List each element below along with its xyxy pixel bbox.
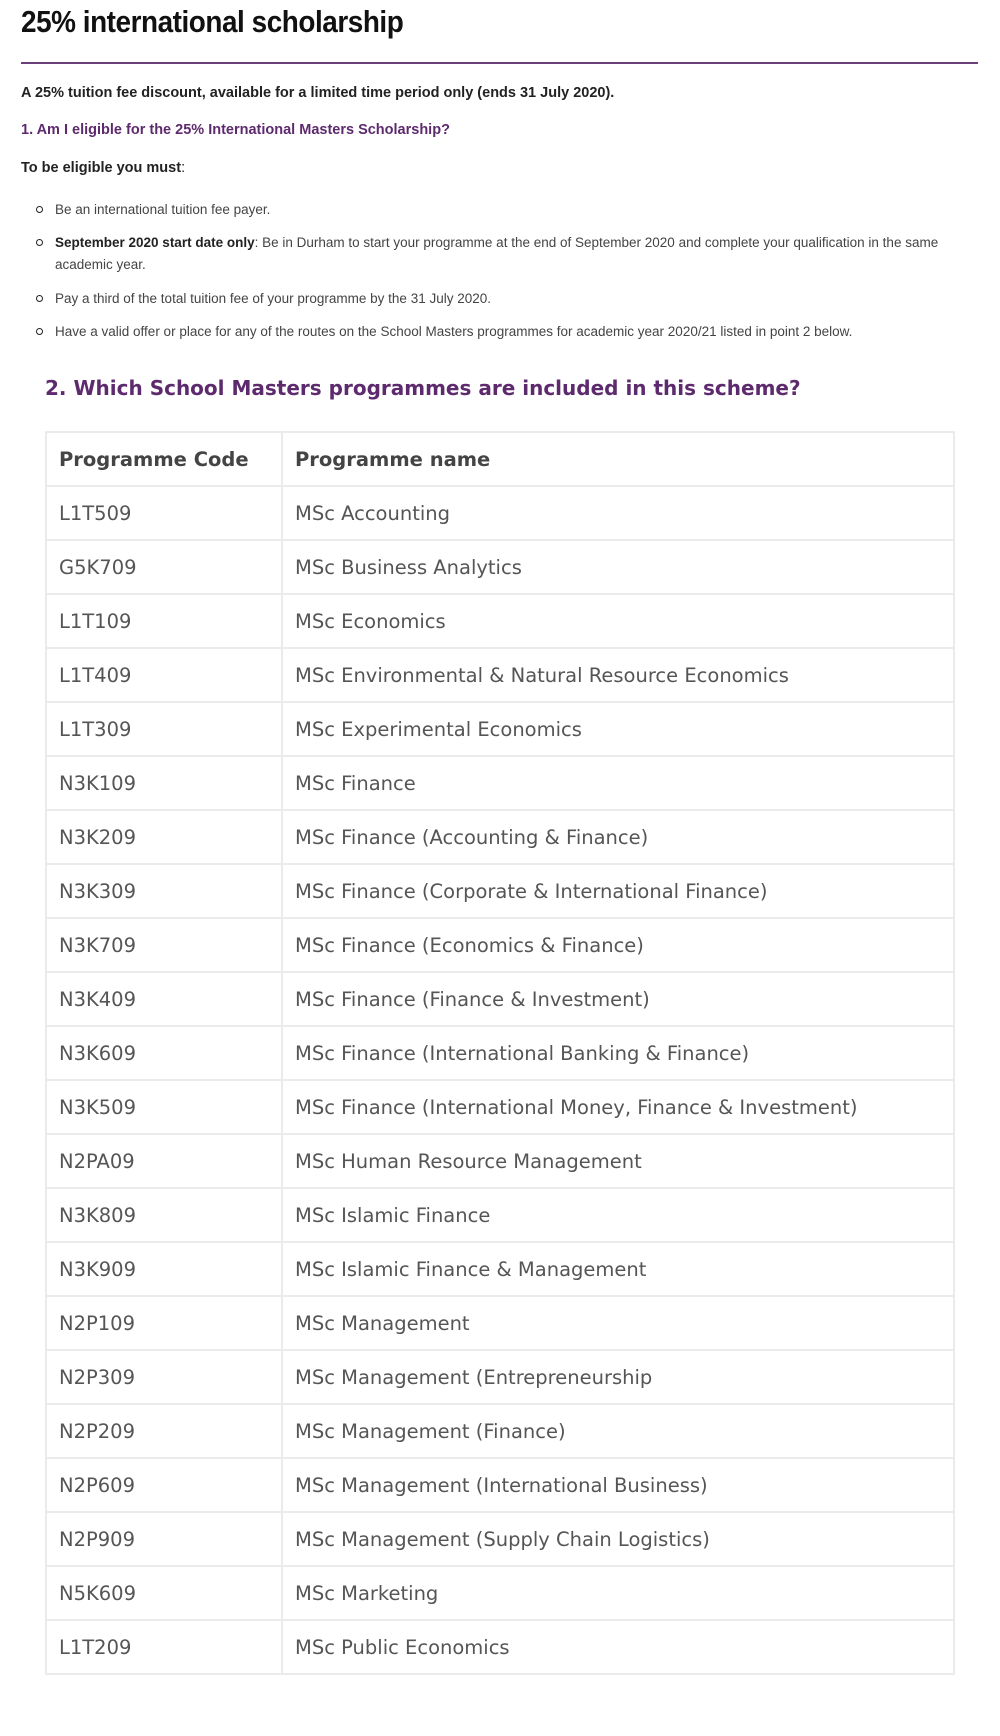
table-row xyxy=(46,540,954,594)
programme-code-cell: N2P609 xyxy=(46,1458,282,1512)
programme-name-cell: MSc Management (Supply Chain Logistics) xyxy=(282,1512,954,1566)
programme-code-cell: N2P109 xyxy=(46,1296,282,1350)
column-header-code: Programme Code xyxy=(46,432,282,486)
eligibility-item-text: Have a valid offer or place for any of the routes on the School Masters programmes for academic year 2020/21 listed in point 2 below. xyxy=(55,324,853,339)
bullet-circle-icon xyxy=(36,295,43,302)
bullet-circle-icon xyxy=(36,328,43,335)
table-row xyxy=(46,918,954,972)
table-row xyxy=(46,1620,954,1674)
programme-code-cell: N3K609 xyxy=(46,1026,282,1080)
title-divider xyxy=(21,62,978,64)
table-row xyxy=(46,1080,954,1134)
programme-name-cell: MSc Islamic Finance & Management xyxy=(282,1242,954,1296)
table-row xyxy=(46,1296,954,1350)
programme-code-cell: N3K109 xyxy=(46,756,282,810)
programme-code-cell: L1T409 xyxy=(46,648,282,702)
programme-code-cell: L1T209 xyxy=(46,1620,282,1674)
table-row xyxy=(46,1350,954,1404)
programme-code-cell: N3K809 xyxy=(46,1188,282,1242)
programme-name-cell: MSc Finance (International Money, Finance & Investment) xyxy=(282,1080,954,1134)
programme-name-cell: MSc Marketing xyxy=(282,1566,954,1620)
eligibility-intro xyxy=(21,160,185,176)
eligibility-colon: : xyxy=(181,160,186,176)
table-row xyxy=(46,594,954,648)
table-row xyxy=(46,1512,954,1566)
eligibility-item-text: Be an international tuition fee payer. xyxy=(55,202,271,217)
programme-name-cell: MSc Finance (Accounting & Finance) xyxy=(282,810,954,864)
programme-name-cell: MSc Economics xyxy=(282,594,954,648)
programme-name-cell: MSc Finance (Economics & Finance) xyxy=(282,918,954,972)
programme-code-cell: N3K509 xyxy=(46,1080,282,1134)
programme-code-cell: N3K909 xyxy=(46,1242,282,1296)
table-row xyxy=(46,648,954,702)
programme-code-cell: N3K409 xyxy=(46,972,282,1026)
table-row xyxy=(46,864,954,918)
eligibility-item-text: : Be in Durham to start your programme at the end of September 2020 and complete your qualification in the same academic year. xyxy=(55,235,939,272)
programme-code-cell: L1T109 xyxy=(46,594,282,648)
table-row xyxy=(46,1566,954,1620)
table-row xyxy=(46,1188,954,1242)
intro-text: A 25% tuition fee discount, available for a limited time period only (ends 31 July 2020). xyxy=(21,85,615,101)
programme-name-cell: MSc Finance (International Banking & Finance) xyxy=(282,1026,954,1080)
column-header-name: Programme name xyxy=(282,432,954,486)
programme-name-cell: MSc Islamic Finance xyxy=(282,1188,954,1242)
eligibility-label: To be eligible you must xyxy=(21,160,182,176)
eligibility-question-heading: 1. Am I eligible for the 25% International Masters Scholarship? xyxy=(21,122,450,138)
table-row xyxy=(46,1242,954,1296)
programme-name-cell: MSc Finance xyxy=(282,756,954,810)
programme-name-cell: MSc Management (International Business) xyxy=(282,1458,954,1512)
programme-name-cell: MSc Business Analytics xyxy=(282,540,954,594)
programme-name-cell: MSc Management xyxy=(282,1296,954,1350)
programmes-question-heading: 2. Which School Masters programmes are included in this scheme? xyxy=(45,376,801,400)
programme-name-cell: MSc Management (Entrepreneurship xyxy=(282,1350,954,1404)
eligibility-item xyxy=(55,288,975,310)
programme-name-cell: MSc Experimental Economics xyxy=(282,702,954,756)
programme-name-cell: MSc Management (Finance) xyxy=(282,1404,954,1458)
table-row xyxy=(46,1026,954,1080)
table-row xyxy=(46,486,954,540)
programme-code-cell: N2P309 xyxy=(46,1350,282,1404)
programme-name-cell: MSc Human Resource Management xyxy=(282,1134,954,1188)
programme-code-cell: N3K309 xyxy=(46,864,282,918)
programme-code-cell: N2P909 xyxy=(46,1512,282,1566)
page-title: 25% international scholarship xyxy=(21,4,404,39)
programme-code-cell: L1T509 xyxy=(46,486,282,540)
programme-code-cell: N2P209 xyxy=(46,1404,282,1458)
table-header-row xyxy=(46,432,954,486)
table-row xyxy=(46,810,954,864)
programmes-table xyxy=(45,431,955,1675)
programme-code-cell: N2PA09 xyxy=(46,1134,282,1188)
table-row xyxy=(46,1458,954,1512)
programme-code-cell: L1T309 xyxy=(46,702,282,756)
programme-code-cell: N3K709 xyxy=(46,918,282,972)
eligibility-item xyxy=(55,321,975,343)
programme-name-cell: MSc Finance (Finance & Investment) xyxy=(282,972,954,1026)
programme-code-cell: N5K609 xyxy=(46,1566,282,1620)
table-row xyxy=(46,972,954,1026)
table-row xyxy=(46,1134,954,1188)
programme-name-cell: MSc Public Economics xyxy=(282,1620,954,1674)
programme-code-cell: N3K209 xyxy=(46,810,282,864)
programme-code-cell: G5K709 xyxy=(46,540,282,594)
table-row xyxy=(46,1404,954,1458)
table-row xyxy=(46,756,954,810)
programme-name-cell: MSc Accounting xyxy=(282,486,954,540)
eligibility-item xyxy=(55,199,975,221)
programme-name-cell: MSc Environmental & Natural Resource Economics xyxy=(282,648,954,702)
programme-name-cell: MSc Finance (Corporate & International Finance) xyxy=(282,864,954,918)
bullet-circle-icon xyxy=(36,239,43,246)
eligibility-item-emphasis: September 2020 start date only xyxy=(55,235,255,250)
programmes-table-body xyxy=(46,486,954,1674)
eligibility-item-text: Pay a third of the total tuition fee of your programme by the 31 July 2020. xyxy=(55,291,492,306)
bullet-circle-icon xyxy=(36,206,43,213)
table-row xyxy=(46,702,954,756)
eligibility-item xyxy=(55,232,975,276)
